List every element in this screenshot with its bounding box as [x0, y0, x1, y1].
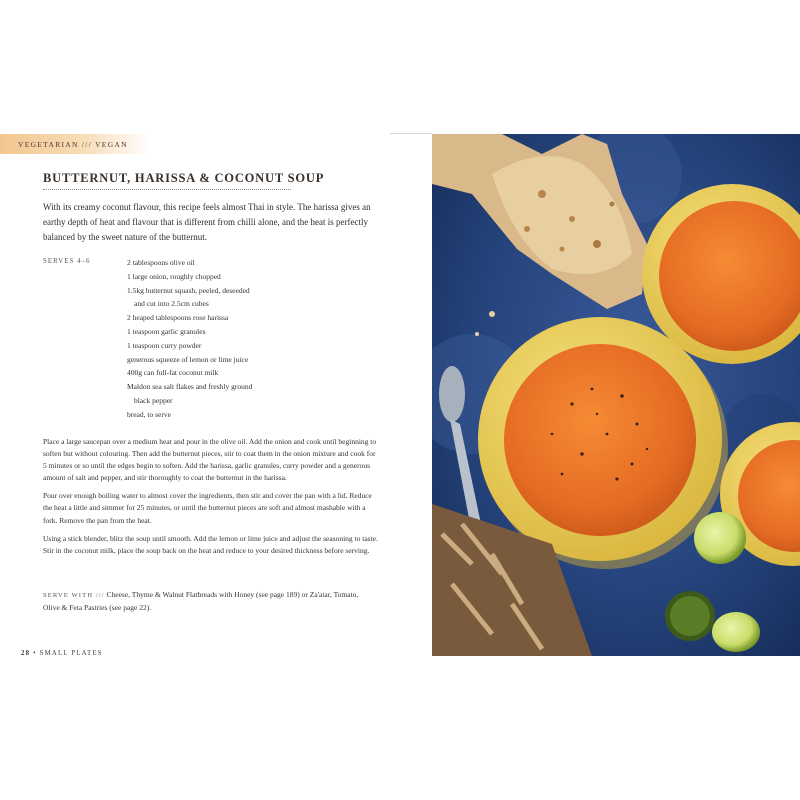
- category-label: VEGETARIAN /// VEGAN: [18, 139, 128, 149]
- page-number: 28: [21, 650, 31, 657]
- soup-bowls-photo: [432, 134, 800, 656]
- title-divider: [43, 189, 291, 190]
- method-step: Using a stick blender, blitz the soup until smooth. Add the lemon or lime juice and adjust the seasoning to taste. Stir in the coconut milk, place the soup back on the heat and reduce to your desired thickness before serving.: [43, 533, 378, 555]
- recipe-title: BUTTERNUT, HARISSA & COCONUT SOUP: [43, 171, 325, 185]
- banner-rule: [390, 133, 432, 134]
- ingredient-item: 400g can full-fat coconut milk: [127, 368, 219, 378]
- serve-with-text: Cheese, Thyme & Walnut Flatbreads with Honey (see page 189) or Za'atar, Tomato, Olive & Feta Pastries (see page 22).: [43, 590, 359, 613]
- ingredient-item: 2 heaped tablespoons rose harissa: [127, 313, 229, 323]
- section-name: SMALL PLATES: [39, 650, 103, 657]
- method-step: Pour over enough boiling water to almost cover the ingredients, then stir and cover the pan with a lid. Reduce the heat a little and simmer for 25 minutes, or until the butternut pieces are soft and almost mashable with a fork. Remove the pan from the heat.: [43, 491, 372, 525]
- serve-with: [43, 589, 373, 614]
- ingredient-item: and cut into 2.5cm cubes: [134, 299, 209, 309]
- recipe-intro: With its creamy coconut flavour, this recipe feels almost Thai in style. The harissa gives an earthy depth of heat and flavour that is different from chilli alone, and the heat is perfectly balanced by the sweet nature of the butternut.: [43, 202, 371, 242]
- ingredient-item: 1 teaspoon curry powder: [127, 340, 202, 350]
- ingredient-item: 1 teaspoon garlic granules: [127, 326, 206, 336]
- ingredient-item: 2 tablespoons olive oil: [127, 258, 195, 267]
- category-banner: [0, 134, 150, 154]
- ingredient-item: 1 large onion, roughly chopped: [127, 271, 221, 281]
- folio-separator: •: [33, 650, 37, 657]
- ingredient-item: 1.5kg butternut squash, peeled, deseeded: [127, 285, 250, 295]
- method-step: Place a large saucepan over a medium heat and pour in the olive oil. Add the onion and cook until beginning to soften but without colouring. Then add the butternut pieces, stir to coat them in the onion mixture and cook for 5 minutes or so until the edges begin to soften. Add the harissa, garlic granules, curry powder and a generous amount of salt and pepper, and stir thoroughly to coat the butternut in the harissa.: [43, 437, 377, 483]
- ingredient-item: generous squeeze of lemon or lime juice: [127, 354, 249, 364]
- page-footer: [21, 650, 103, 657]
- method: [43, 436, 378, 563]
- serve-with-label: SERVE WITH ///: [43, 592, 105, 599]
- ingredient-item: bread, to serve: [127, 409, 171, 419]
- ingredient-list: [127, 256, 327, 422]
- serves-label: SERVES 4–6: [43, 258, 91, 265]
- ingredient-item: black pepper: [134, 395, 173, 405]
- ingredient-item: Maldon sea salt flakes and freshly ground: [127, 382, 253, 392]
